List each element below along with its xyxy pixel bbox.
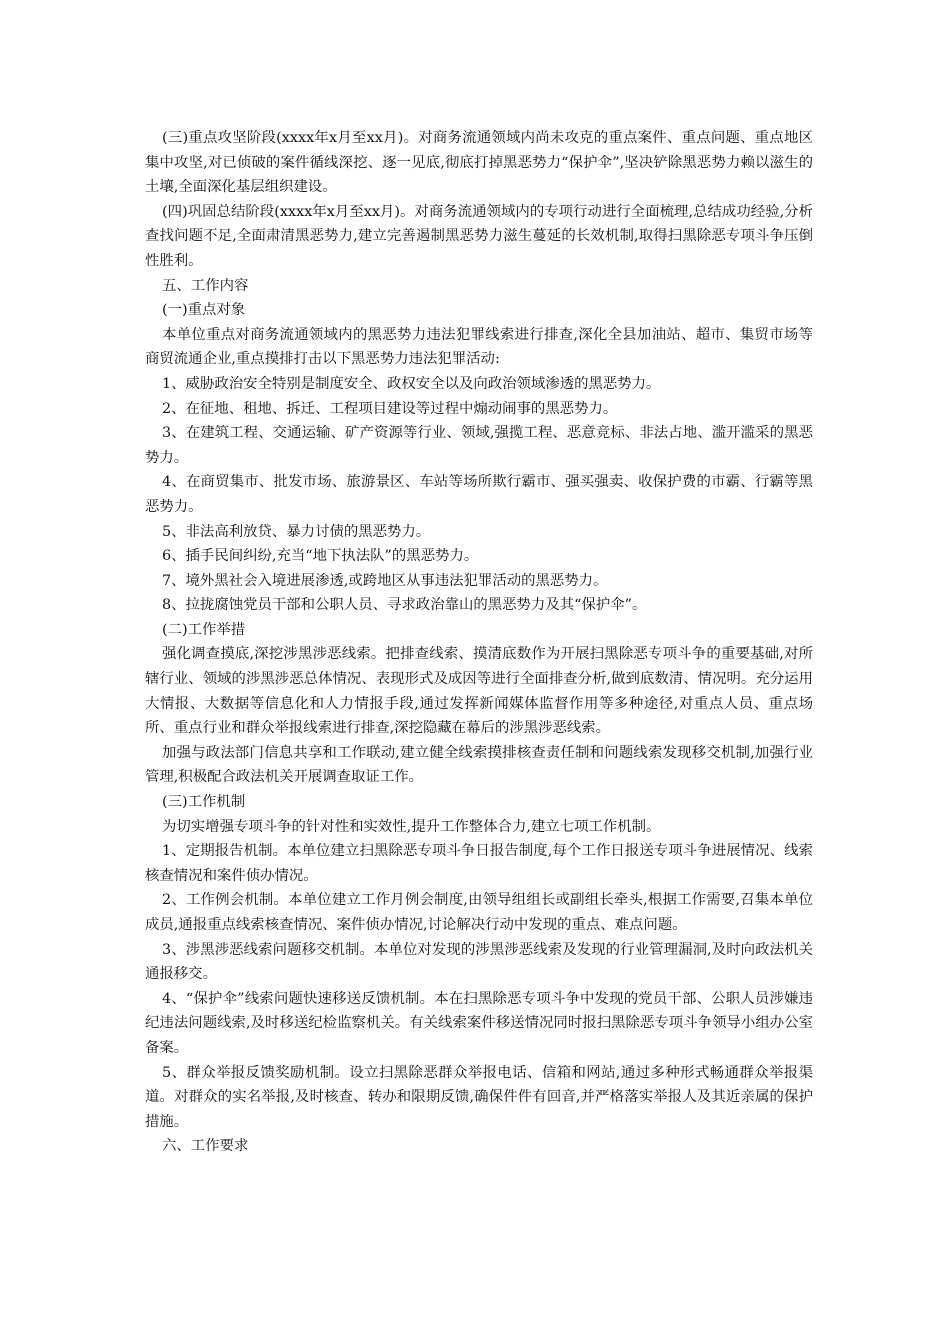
list-item-mechanism-2: 2、工作例会机制。本单位建立工作月例会制度,由领导组组长或副组长牵头,根据工作需要,召集本单位成员,通报重点线索核查情况、案件侦办情况,讨论解决行动中发现的重点、难点问题。: [145, 892, 813, 933]
paragraph-measures-1: 强化调查摸底,深挖涉黑涉恶线索。把排查线索、摸清底数作为开展扫黑除恶专项斗争的重要基础,对所辖行业、领域的涉黑涉恶总体情况、表现形式及成因等进行全面排查分析,做到底数清、情况明。充分运用大情报、大数据等信息化和人力情报手段,通过发挥新闻媒体监督作用等多种途径,对重点人员、重点场所、重点行业和群众举报线索进行排查,深挖隐藏在幕后的涉黑涉恶线索。: [145, 646, 813, 737]
list-item-target-8: 8、拉拢腐蚀党员干部和公职人员、寻求政治靠山的黑恶势力及其“保护伞”。: [162, 597, 647, 614]
paragraph-measures-2: 加强与政法部门信息共享和工作联动,建立健全线索摸排核查责任制和问题线索发现移交机制,加强行业管理,积极配合政法机关开展调查取证工作。: [145, 744, 813, 786]
paragraph-stage-3: (三)重点攻坚阶段(xxxx年x月至xx月)。对商务流通领域内尚未攻克的重点案件、重点问题、重点地区集中攻坚,对已侦破的案件循线深挖、逐一见底,彻底打掉黑恶势力“保护伞”,坚决铲除黑恶势力赖以滋生的土壤,全面深化基层组织建设。: [145, 130, 813, 196]
list-item-target-5: 5、非法高利放贷、暴力讨债的黑恶势力。: [162, 523, 431, 540]
subheading-key-targets: (一)重点对象: [162, 302, 246, 319]
paragraph-stage-4: (四)巩固总结阶段(xxxx年x月至xx月)。对商务流通领域内的专项行动进行全面梳理,总结成功经验,分析查找问题不足,全面肃清黑恶势力,建立完善遏制黑恶势力滋生蔓延的长效机制,取得扫黑除恶专项斗争压倒性胜利。: [145, 203, 813, 269]
heading-work-requirements: 六、工作要求: [162, 1138, 249, 1155]
list-item-target-1: 1、威胁政治安全特别是制度安全、政权安全以及向政治领域渗透的黑恶势力。: [162, 375, 661, 392]
list-item-mechanism-1: 1、定期报告机制。本单位建立扫黑除恶专项斗争日报告制度,每个工作日报送专项斗争进展情况、线索核查情况和案件侦办情况。: [145, 843, 813, 884]
list-item-target-2: 2、在征地、租地、拆迁、工程项目建设等过程中煽动闹事的黑恶势力。: [162, 400, 618, 417]
list-item-target-7: 7、境外黑社会入境进展渗透,或跨地区从事违法犯罪活动的黑恶势力。: [162, 572, 608, 589]
heading-work-content: 五、工作内容: [162, 277, 249, 294]
list-item-target-4: 4、在商贸集市、批发市场、旅游景区、车站等场所欺行霸市、强买强卖、收保护费的市霸、行霸等黑恶势力。: [145, 474, 813, 515]
list-item-mechanism-4: 4、“保护伞”线索问题快速移送反馈机制。本在扫黑除恶专项斗争中发现的党员干部、公职人员涉嫌违纪违法问题线索,及时移送纪检监察机关。有关线索案件移送情况同时报扫黑除恶专项斗争领导小组办公室备案。: [145, 990, 813, 1056]
list-item-target-3: 3、在建筑工程、交通运输、矿产资源等行业、领域,强揽工程、恶意竞标、非法占地、滥开滥采的黑恶势力。: [145, 425, 813, 466]
paragraph-targets-intro: 本单位重点对商务流通领域内的黑恶势力违法犯罪线索进行排查,深化全县加油站、超市、集贸市场等商贸流通企业,重点摸排打击以下黑恶势力违法犯罪活动:: [145, 326, 813, 368]
subheading-work-measures: (二)工作举措: [162, 621, 246, 638]
list-item-mechanism-3: 3、涉黑涉恶线索问题移交机制。本单位对发现的涉黑涉恶线索及发现的行业管理漏洞,及时向政法机关通报移交。: [145, 941, 813, 983]
document-body: [145, 126, 813, 1159]
subheading-work-mechanism: (三)工作机制: [162, 794, 246, 811]
list-item-target-6: 6、插手民间纠纷,充当“地下执法队”的黑恶势力。: [162, 548, 479, 565]
paragraph-mechanism-intro: 为切实增强专项斗争的针对性和实效性,提升工作整体合力,建立七项工作机制。: [162, 818, 661, 835]
list-item-mechanism-5: 5、群众举报反馈奖励机制。设立扫黑除恶群众举报电话、信箱和网站,通过多种形式畅通群众举报渠道。对群众的实名举报,及时核查、转办和限期反馈,确保件件有回音,并严格落实举报人及其近亲属的保护措施。: [145, 1064, 813, 1130]
